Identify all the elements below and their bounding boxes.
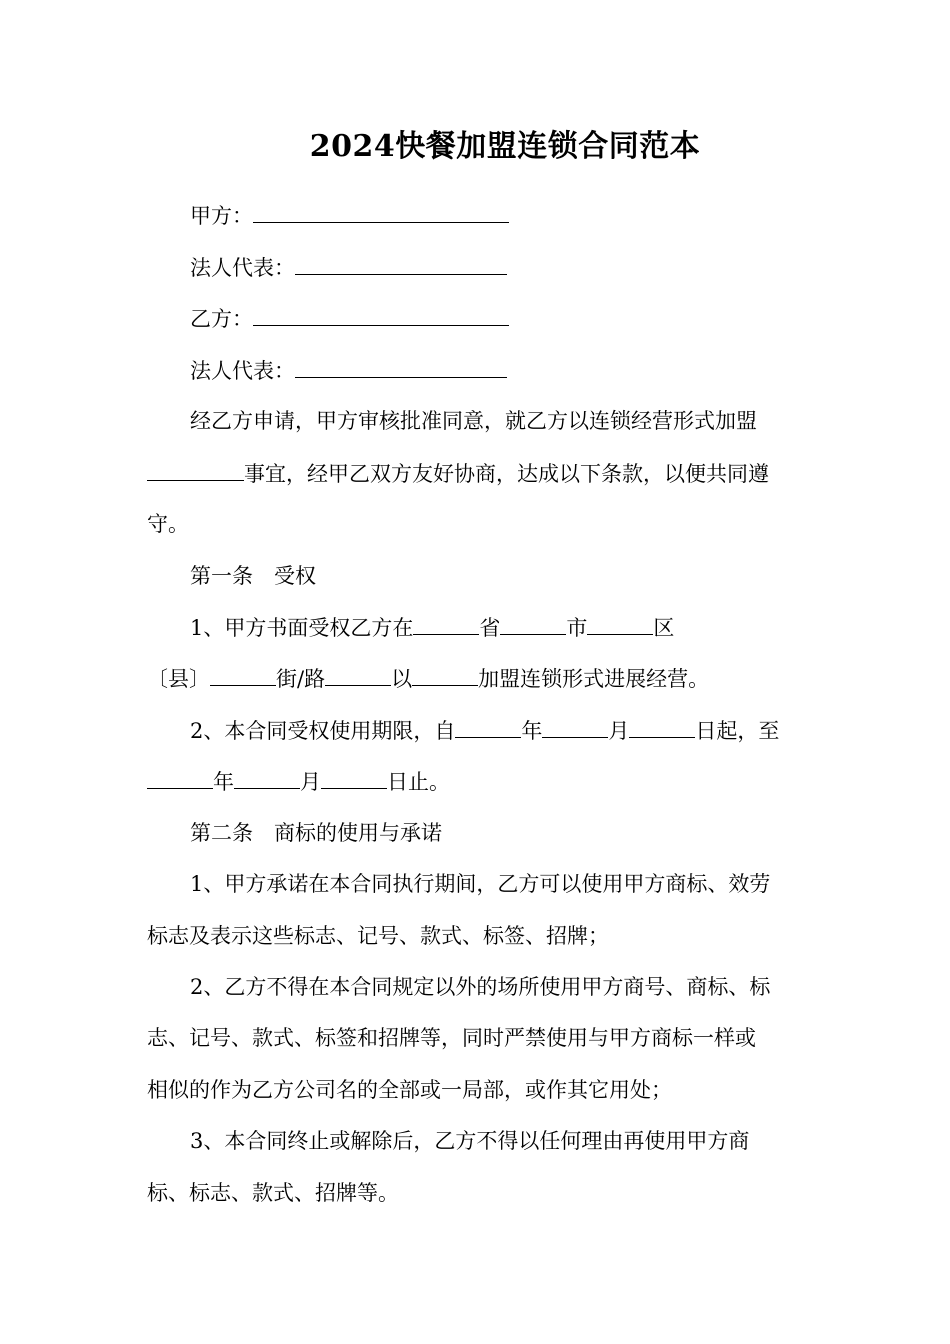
article-1-clause-2-line-2 — [147, 766, 450, 797]
preamble-line-3: 守。 — [147, 512, 189, 536]
start-year-blank — [455, 715, 521, 738]
end-month-blank — [234, 766, 300, 789]
street-blank — [325, 663, 391, 686]
article-2-clause-2-line-2: 志、记号、款式、标签和招牌等，同时严禁使用与甲方商标一样或 — [147, 1026, 756, 1050]
start-month-blank — [542, 715, 608, 738]
legal-rep-a-blank — [295, 252, 507, 275]
street-label: 街/路 — [276, 667, 326, 691]
clause-2-prefix: 2、本合同受权使用期限，自 — [190, 719, 456, 743]
by-label: 以 — [391, 667, 413, 691]
article-1-clause-1-line-1 — [190, 612, 674, 643]
article-1-heading: 第一条 受权 — [190, 564, 316, 588]
start-year-label: 年 — [521, 719, 543, 743]
legal-rep-a-line — [190, 252, 507, 283]
document-title: 2024快餐加盟连锁合同范本 — [309, 129, 701, 164]
franchise-brand-blank — [147, 458, 244, 481]
form-blank — [412, 663, 478, 686]
clause-1-prefix: 1、甲方书面受权乙方在 — [190, 616, 414, 640]
start-day-blank — [629, 715, 695, 738]
start-month-label: 月 — [608, 719, 630, 743]
county-blank — [210, 663, 276, 686]
party-a-label: 甲方： — [190, 204, 253, 228]
end-day-label: 日止。 — [387, 770, 450, 794]
end-month-label: 月 — [300, 770, 321, 794]
province-blank — [413, 612, 479, 635]
party-a-blank — [253, 200, 509, 223]
clause-1-tail: 加盟连锁形式进展经营。 — [478, 667, 710, 691]
start-day-label: 日起，至 — [695, 719, 780, 743]
legal-rep-b-line — [190, 355, 507, 386]
article-2-clause-2-line-1: 2、乙方不得在本合同规定以外的场所使用甲方商号、商标、标 — [190, 975, 771, 999]
party-a-line — [190, 200, 509, 231]
article-2-clause-1-line-2: 标志及表示这些标志、记号、款式、标签、招牌； — [147, 924, 609, 948]
city-blank — [500, 612, 566, 635]
preamble-line-1: 经乙方申请，甲方审核批准同意，就乙方以连锁经营形式加盟 — [190, 409, 757, 433]
legal-rep-b-blank — [295, 355, 507, 378]
article-2-heading: 第二条 商标的使用与承诺 — [190, 821, 442, 845]
article-1-clause-2-line-1 — [190, 715, 779, 746]
city-label: 市 — [566, 616, 588, 640]
article-2-clause-2-line-3: 相似的作为乙方公司名的全部或一局部，或作其它用处； — [147, 1078, 672, 1102]
end-year-label: 年 — [213, 770, 234, 794]
preamble-line-2 — [147, 458, 769, 489]
legal-rep-b-label: 法人代表： — [190, 359, 295, 383]
legal-rep-a-label: 法人代表： — [190, 256, 295, 280]
party-b-label: 乙方： — [190, 307, 253, 331]
article-2-clause-3-line-2: 标、标志、款式、招牌等。 — [147, 1181, 399, 1205]
party-b-line — [190, 303, 509, 334]
district-blank — [587, 612, 653, 635]
end-year-blank — [147, 766, 213, 789]
county-label: 〔县〕 — [147, 667, 210, 691]
preamble-line-2-text: 事宜，经甲乙双方友好协商，达成以下条款，以便共同遵 — [244, 462, 769, 486]
end-day-blank — [321, 766, 387, 789]
district-label: 区 — [653, 616, 675, 640]
article-2-clause-3-line-1: 3、本合同终止或解除后，乙方不得以任何理由再使用甲方商 — [190, 1129, 750, 1153]
province-label: 省 — [479, 616, 501, 640]
party-b-blank — [253, 303, 509, 326]
article-2-clause-1-line-1: 1、甲方承诺在本合同执行期间，乙方可以使用甲方商标、效劳 — [190, 872, 771, 896]
article-1-clause-1-line-2 — [147, 663, 709, 694]
